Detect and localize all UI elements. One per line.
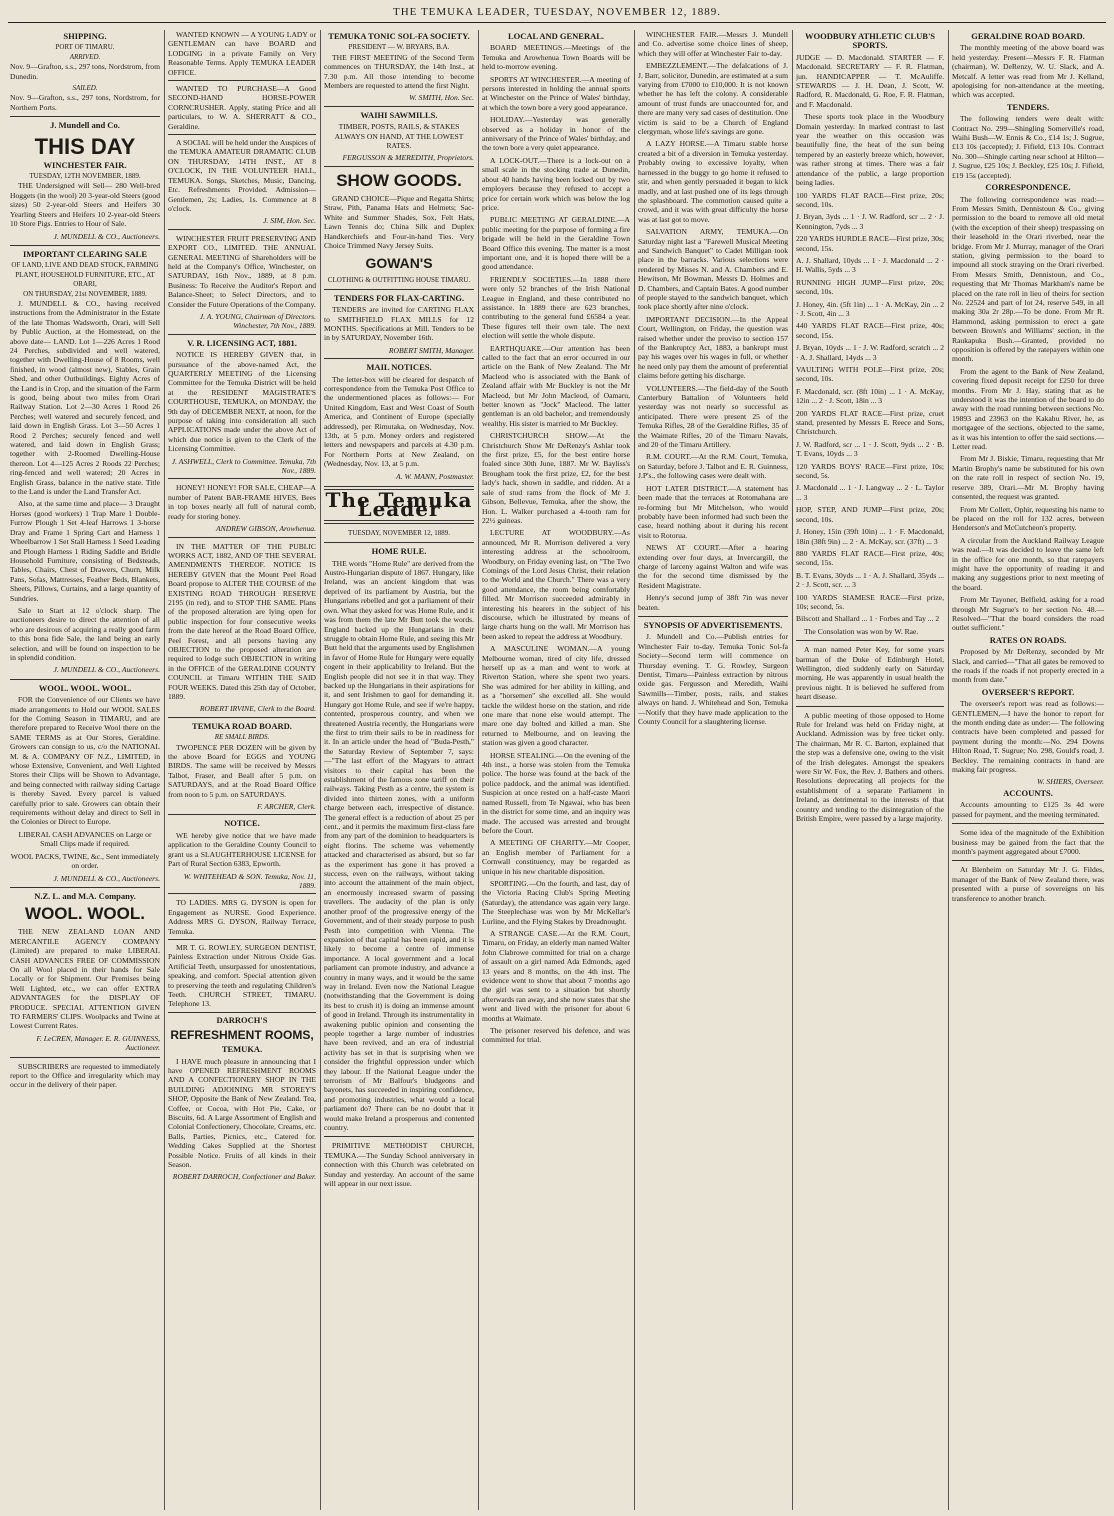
consolation-result: The Consolation was won by W. Rae.: [804, 626, 919, 636]
mail-body: The letter-box will be cleared for despatch of correspondence from the Temuka Post Office to the undermentioned places as follows:— For United Kingdom, East and West Coast of South America, and Continent of Europe (specially addressed), per Rimutaka, on Wednesday, Nov. 13th, at 5 p.m. Money orders and registered letters and newspapers and parcels at 4.30 p.m. For Northern Ports at New Zealand, on (Wednesday, Nov. 13, at 5 p.m.: [324, 374, 474, 469]
sailed-text: Nov. 9—Grafton, s.s., 297 tons, Nordstrom, for Northern Ports.: [10, 93, 160, 112]
waihi-signature: FERGUSSON & MEREDITH, Proprietors.: [324, 153, 474, 166]
sports-intro: These sports took place in the Woodbury Domain yesterday. In marked contrast to last year the weather on this occasion was beautifully fine, the heat of the sun being tempered by an easterly breeze which, however, was rather strong at times. There was a fair attendance of the public, a large proportion being ladies.: [796, 112, 944, 188]
sailed-heading: SAILED.: [72, 84, 98, 93]
synopsis-heading: SYNOPSIS OF ADVERTISEMENTS.: [643, 619, 783, 630]
local-item: A LAZY HORSE.—A Timaru stable horse created a bit of a diversion in Temuka yesterday. Probably owing to excessive loyalty, when harnessed in the buggy to go home it refused to stir, and when gently persuaded it began to kick madly, and at last pushed one of its legs through the splashboard. The commotion caused quite a crowd, and it was with great difficulty the horse was at last got to move.: [638, 139, 788, 224]
column-rule: [634, 30, 635, 1510]
correspondence-body: From Mr Tayoner, Belfield, asking for a road through Mr Sugrue's to her section No. 48.—Resolved—"That the board considers the road outlet sufficient.": [952, 595, 1104, 633]
race-results: J. Bryan, 3yds ... 1 · J. W. Radford, scr ... 2 · J. Kennington, 7yds ... 3: [796, 212, 944, 231]
column-2: [168, 30, 316, 1510]
clearing-close: Sale to Start at 12 o'clock sharp. The auctioneers desire to direct the attention of all who are desirous of acquiring a really good farm to this bona fide Sale, the land being an early selection, and will be found on inspection to be in splendid condition.: [10, 605, 160, 662]
race-heading: 880 YARDS FLAT RACE—First prize, 40s; second, 15s.: [796, 548, 944, 568]
column-rule: [478, 30, 479, 1510]
race-results: F. Macdonald, scr. (8ft 10in) ... 1 · A. McKay, 12in ... 2 · J. Scott, 18in ... 3: [796, 386, 944, 406]
local-item: IMPORTANT DECISION.—In the Appeal Court, Wellington, on Friday, the question was raised whether under the proviso to section 157 of the Bankruptcy Act, 1883, a bankrupt must pay his wages over his wages in full, or whether he need only pay them the amount of preferential claims before getting his discharge.: [638, 314, 788, 381]
local-item: A LOCK-OUT.—There is a lock-out on a small scale in the stocking trade at Dunedin, about 40 hands having been locked out by two employers because they refused to accept a price for certain work which was below the log price.: [482, 155, 630, 212]
road-board-signature: F. ARCHER, Clerk.: [168, 802, 316, 815]
race-heading: 100 YARDS FLAT RACE—First prize, 20s; second, 10s.: [796, 190, 944, 209]
darroch-body: I HAVE much pleasure in announcing that I have OPENED REFRESHMENT ROOMS AND A CONFECTIONERY SHOP IN THE BUILDING ADJOINING MR STOREY'S SHOP, Opposite the Bank of New Zealand. Tea, Coffee, or Cocoa, with Hot Pie, Cake, or Biscuits, 6d. A Large Assortment of English and Colonial Confectionery, Chocolate, Creams, etc. Balls, Parties, Picnics, etc., Catered for. Wedding Cakes Supplied at the Shortest Possible Notice. Fruits of all kinds in their Season.: [168, 1056, 316, 1170]
subscribers-notice: SUBSCRIBERS are requested to immediately report to the Office and irregularity which may occur in the delivery of their paper.: [10, 1061, 160, 1090]
local-item: SPORTS AT WINCHESTER.—A meeting of persons interested in holding the annual sports at Winchester on the Prince of Wales' birthday, at which the town bore a very good appearance.: [482, 74, 630, 112]
local-item: CHRISTCHURCH SHOW.—At the Christchurch Show Mr DeRenzy's Ashlar took the first prize, £5, for the best entire horse foaled since 30th June, 1887. Mr W. Bayliss's Brougham took the first prize, £2, for the best lady's hack, shown in saddle, and ridden. At a sale of stud rams from the flock of Mr J. Gibson, Bellevue, Temuka, after the show, the Hon. L. Walker purchased a 4-tooth ram for 22½ guineas.: [482, 431, 630, 525]
darroch-heading: DARROCH'S: [216, 1014, 268, 1025]
column-3: [324, 30, 474, 1510]
sports-heading: WOODBURY ATHLETIC CLUB'S SPORTS.: [804, 31, 936, 51]
divider: [796, 640, 944, 641]
public-works-notice: IN THE MATTER OF THE PUBLIC WORKS ACT, 1882, AND OF THE SEVERAL AMENDMENTS THEREOF. NOTICE IS HEREBY GIVEN that the Mount Peel Road Board propose to ALTER THE COURSE of the EXISTING ROAD THROUGH RESERVE 2195 (in red), and to STOP THE SAME. Plans of the proposed alteration are lying open for public inspection for four consecutive weeks from the date hereof at the Road Board Office, Peel Forest, and all persons having any OBJECTION to the proposed alteration are required to lodge such OBJECTION in writing in the OFFICE of the GERALDINE COUNTY COUNCIL at Timaru WITHIN THE SAID FOUR WEEKS. Dated this 25th day of October, 1889.: [168, 541, 316, 701]
editorial-heading: HOME RULE.: [371, 546, 427, 557]
mail-heading: MAIL NOTICES.: [366, 362, 432, 373]
nzloan-body: THE NEW ZEALAND LOAN AND MERCANTILE AGENCY COMPANY (Limited) are prepared to make LIBERAL CASH ADVANCES FREE OF COMMISSION On all Wool placed in their hands for Sale Locally or for Shipment. Our Premises being Well Lighted, etc., we can offer EXTRA ADVANTAGES for the DISPLAY OF PRODUCE. SPECIAL ATTENTION GIVEN TO FARMERS' CLIPS. Woolpacks and Twine at Lowest Current Rates.: [10, 927, 160, 1031]
race-heading: 100 YARDS SIAMESE RACE—First prize, 10s; second, 5s.: [796, 592, 944, 611]
clearing-body: J. MUNDELL & CO., having received instructions from the Administrator in the Estate of the late Thomas Wadsworth, Orari, will Sell by Public Auction, at the Homestead, on the above date— LAND. Lot 1—226 Acres 1 Rood 24 Perches, subdivided and well watered, together with Dwelling-House of 8 Rooms, well finished, in wood (almost new), Stables, Grain Shed, and other Outbuildings. Eighty Acres of the Land is in Crop, and the situation of the Farm is good, being about two miles from Orari Railway Station. Lot 2—30 Acres 1 Rood 26 Perches; well watered and securely fenced, and laid down in English Grass. Lot 3—50 Acres 1 Rood 2 Perches; securely fenced and well watered, and laid down in English Grass; together with 2-Roomed Dwelling-House thereon. Lot 4—125 Acres 2 Roods 22 Perches; ring-fenced and well watered; 20 Acres in English Grass, balance in the native state. Title to the Land is under the Land Transfer Act.: [10, 298, 160, 497]
geraldine-board-heading: GERALDINE ROAD BOARD.: [971, 31, 1085, 41]
wool-packs: WOOL PACKS, TWINE, &c., Sent immediately on order.: [10, 851, 160, 871]
solfa-body: THE FIRST MEETING of the Second Term commences on THURSDAY, the 14th Inst., at 7.30 p.m. All those intending to become Members are requested to attend the first Night.: [324, 52, 474, 91]
local-item: EARTHQUAKE.—Our attention has been called to the fact that an error occurred in our article on the Bank of New Zealand. The Mr Macleod who is associated with the Bank of Zealand affair with Mr Buckley is not the Mr Macleod, but Mr John Macleod, of Oamaru, better known as "Jock" Macleod. The latter gentleman is an old bachelor, and tremendously wealthy. His sister is married to Mr Buckley.: [482, 343, 630, 428]
fair-date: TUESDAY, 12TH NOVEMBER, 1889.: [29, 172, 141, 181]
column-7: [952, 30, 1104, 1510]
local-item: HOLIDAY.—Yesterday was generally observed as a holiday in honor of the anniversary of the Prince of Wales' birthday, and the town bore a very quiet appearance.: [482, 115, 630, 153]
arrived-text: Nov. 9—Grafton, s.s., 297 tons, Nordstrom, from Dunedin.: [10, 62, 160, 81]
local-item: NEWS AT COURT.—After a hearing extending over four days, at Invercargill, the charge of larceny against Walton and wife was the for the second time dismissed by the Resident Magistrate.: [638, 543, 788, 590]
nz-company-heading: N.Z. L. and M.A. Company.: [34, 890, 136, 901]
exhibition-note: Some idea of the magnitude of the Exhibition business may be gained from the fact that the month's payment aggregated about £7000.: [952, 828, 1104, 856]
synopsis-body: J. Mundell and Co.—Publish entries for Winchester Fair to-day. Temuka Tonic Sol-fa Society—Second term will commence on Thursday evening. T. G. Rowley, Surgeon Dentist, Timaru—Painless extraction by nitrous oxide gas. Fergusson and Meredith, Waihi Sawmills—Timber, posts, rails, and stakes always on hand. J. Whitehead and Son, Temuka—Notify that they have made application to the County Council for a slaughtering license.: [638, 632, 788, 727]
column-5: [638, 30, 788, 1510]
local-item: The prisoner reserved his defence, and was committed for trial.: [482, 1026, 630, 1045]
arrived-heading: ARRIVED.: [69, 52, 101, 61]
race-heading: 120 YARDS BOYS' RACE—First prize, 10s; second, 5s.: [796, 461, 944, 481]
solfa-heading: TEMUKA TONIC SOL-FA SOCIETY.: [328, 31, 470, 41]
race-heading: 440 YARDS FLAT RACE—First prize, 40s; second, 15s.: [796, 321, 944, 340]
local-item: A STRANGE CASE.—At the R.M. Court, Timaru, on Friday, an elderly man named Walter John Clabrowe committed for trial on a charge of assault on a girl named Ada Edmonds, aged 13 years and 8 months, on the 4th inst. The evidence went to show that about 7 months ago the girl was sent to a situation but shortly afterwards ran away, and she now states that she went and lived with the prisoner for about 6 months at Waimate.: [482, 928, 630, 1023]
race-heading: VAULTING WITH POLE—First prize, 20s; second, 10s.: [796, 365, 944, 384]
race-heading: HOP, STEP, AND JUMP—First prize, 20s; second, 10s.: [796, 505, 944, 524]
column-6: [796, 30, 944, 1510]
local-item: HORSE STEALING.—On the evening of the 4th inst., a horse was stolen from the Temuka police. The horse was found at the back of the police paddock, and the animal was identified. Suspicion at once rested on a half-caste Maori named Russell, from Te Ngawai, who has been in the district for some time, and an inquiry was made. The accused was arrested and brought before the Court.: [482, 750, 630, 835]
works-signature: ROBERT IRVINE, Clerk to the Board.: [168, 704, 316, 717]
small-birds-notice: TWOPENCE PER DOZEN will be given by the above Board for EGGS and YOUNG BIRDS. The same will be received by Messrs Talbot, Fraser, and Beall after 5 p.m. on SATURDAYS, and at the Road Board Office from noon to 5 p.m. on SATURDAYS.: [168, 742, 316, 799]
road-board-heading: TEMUKA ROAD BOARD.: [192, 720, 292, 731]
wanted-board-ad: WANTED KNOWN — A YOUNG LADY or GENTLEMAN can have BOARD and LODGING in a private Family on Very Reasonable Terms. Apply TEMUKA LEADER OFFICE.: [168, 30, 316, 81]
this-day-heading: THIS DAY: [34, 133, 136, 159]
masthead-title: THE TEMUKA LEADER, TUESDAY, NOVEMBER 12, 1889.: [393, 6, 721, 18]
race-results: J. W. Radford, scr ... 1 · J. Scott, 9yds ... 2 · B. T. Evans, 10yds ... 3: [796, 439, 944, 459]
show-goods-body: GRAND CHOICE—Pique and Regatta Shirts; Straw, Pith, Panama Hats and Helmets; Sac-White and Summer Shades, Sox, Felt Hats, Lawn Tennis do; China Silk and Duplex Handkerchiefs and Four-in-hand Ties. Very Choice Trimmed Navy Jersey Suits.: [324, 193, 474, 250]
licensing-notice: NOTICE IS HEREBY GIVEN that, in pursuance of the above-named Act, the QUARTERLY MEETING of the Licensing Committee for the Temuka District will be held at the RESIDENT MAGISTRATE'S COURTHOUSE, TEMUKA, on MONDAY, the 9th day of DECEMBER NEXT, at noon, for the purpose of taking into consideration all such APPLICATIONS made under the above Act of which due notice is given to the Clerk of the Licensing Committee.: [168, 350, 316, 454]
column-rule: [164, 30, 165, 1510]
paper-title: The Temuka Leader: [325, 488, 473, 522]
correspondence-body: The following correspondence was read:— From Messrs Smith, Dennistoun & Co., giving permission to the board to remove all old metal (with the exception of their sheep) trespassing on their leasehold in the Orari riverbed, near the bridge. From Mr J. Murray, manager of the Orari station, giving permission to the board to impound all stock straying on the Orari riverbed. From Messrs Smith, Dennistoun, and Co., requesting that Mr Thomas Markham's name be placed on the rate roll in lieu of theirs for section No. 22524 and part of lot 24, reserve 549, in all making 30a 2r 28p.—To be done. From Mr R. Hammond, asking permission to erect a gate between Brown's and Williams' section, in the Raukapuka Bush.—Granted, provided no opposition is offered by the ratepayers within one month.: [952, 194, 1104, 364]
wool-signature: J. MUNDELL & CO., Auctioneers.: [53, 873, 160, 883]
licensing-signature: J. ASHWELL, Clerk to Committee. Temuka, 7th Nov., 1889.: [168, 457, 316, 480]
local-item: WINCHESTER FAIR.—Messrs J. Mundell and Co. advertise some choice lines of sheep, which they will offer at Winchester Fair to-day.: [638, 30, 788, 58]
column-rule: [948, 30, 949, 1510]
local-item: A MASCULINE WOMAN.—A young Melbourne woman, tired of city life, dressed herself up as a man and went to work at Riverton Station, where she spent two years. She was admired for her ability in killing, and as a "horsemen" she excelled all. She would tackle the wildest horse on the station, and ride one mare that none else would attempt. The mare one day bolted and killed a man. She returned to Melbourne, and on leaving the station was given a good character.: [482, 644, 630, 748]
rates-body: Proposed by Mr DeRenzy, seconded by Mr Slack, and carried—"That all gates be removed to the roads if the roads if not properly erected in a month from date.": [952, 647, 1104, 685]
masthead-rule: [8, 22, 1106, 23]
mail-signature: A. W. MANN, Postmaster.: [396, 471, 474, 481]
divider: [324, 1136, 474, 1137]
local-item: A MEETING OF CHARITY.—Mr Cooper, an English member of Parliament for a Cornwall constituency, may be regarded as unique in his new charitable disposition.: [482, 838, 630, 876]
clearing-heading: IMPORTANT CLEARING SALE: [22, 248, 148, 259]
local-item: HOT LATER DISTRICT.—A statement has been made that the terraces at Rotomahana are re-forming but Mr Mitchelson, who would probably have been informed had such been the case, heard nothing about it during his recent visit to Rotorua.: [638, 483, 788, 540]
accounts-body: Accounts amounting to £125 3s 4d were passed for payment, and the meeting terminated.: [952, 800, 1104, 819]
fruit-company-ad: WINCHESTER FRUIT PRESERVING AND EXPORT CO., LIMITED. THE ANNUAL GENERAL MEETING of Shareholders will be held at the Company's Office, Winchester, on SATURDAY, 16th Nov., 1889, at 8 p.m. Business: To Receive the Auditor's Report and Balance-Sheet; to Select Directors, and to Consider the Future Operations of the Company.: [168, 233, 316, 309]
home-rule-meeting-story: A public meeting of those opposed to Home Rule for Ireland was held on Friday night, at Auckland. Admission was by free ticket only. The chairman, Mr R. C. Barton, explained that the step was a defensive one, owing to the visit of the Irish delegates. Amongst the speakers were Sir W. Fox, the Rev. J. Bathers and others. Resolutions deprecating all projects for the establishment of a separate Parliament in Ireland, as detrimental to the interests of that country and tending to the disintegration of the British Empire, were passed by a large majority.: [796, 710, 944, 824]
solfa-president: PRESIDENT — W. BRYARS, B.A.: [348, 43, 450, 52]
clearing-subheading: OF LAND, LIVE AND DEAD STOCK, FARMING PLANT, HOUSEHOLD FURNITURE, ETC., AT ORARI,: [11, 261, 159, 289]
local-item: R.M. COURT.—At the R.M. Court, Temuka, on Saturday, before J. Talbot and E. R. Guinness, J.P's., the following cases were dealt with.: [638, 452, 788, 481]
refreshment-rooms-heading: REFRESHMENT ROOMS,: [170, 1028, 314, 1043]
key-death-story: A man named Peter Key, for some years barman of the Duke of Edinburgh Hotel, Wellington, died suddenly early on Saturday morning. He was apparently in usual health the previous night. It is believed he suffered from heart disease.: [796, 645, 944, 702]
local-item: EMBEZZLEMENT.—The defalcations of J. J. Barr, solicitor, Dunedin, are estimated at a sum varying from £7000 to £10,000. It is not known whether he has left the colony. A considerable amount of trust funds are unaccounted for, and there are many very sad cases of destitution. One victim is said to be a Church of England clergyman, whose life's savings are gone.: [638, 61, 788, 137]
local-item: LECTURE AT WOODBURY.—As announced, Mr R. Morrison delivered a very interesting address at the schoolroom, Woodbury, on Friday evening last, on "The Two Comings of the Lord Jesus Christ, their relation to the World and the Church." There was a very good attendance, the room being comfortably filled. Mr Morrison succeeded admirably in interesting his hearers in the subject of his discourse, which he illustrated by means of large charts hung on the wall. Mr Morrison has been asked to repeat the address at Woodbury.: [482, 528, 630, 641]
column-4: [482, 30, 630, 1510]
rates-heading: RATES ON ROADS.: [989, 634, 1067, 645]
honey-ad: HONEY! HONEY! FOR SALE, CHEAP—A number of Patent BAR-FRAME HIVES, Bees in top boxes nearly all full of natural comb, ready for storing honey.: [168, 483, 316, 521]
overseer-heading: OVERSEER'S REPORT.: [981, 686, 1075, 697]
paper-date: TUESDAY, NOVEMBER 12, 1889.: [348, 528, 450, 537]
darroch-town: TEMUKA.: [221, 1044, 263, 1055]
show-goods-heading: SHOW GOODS.: [336, 170, 462, 190]
board-intro: The monthly meeting of the above board was held yesterday. Present—Messrs F. R. Flatman (chairman), W. DeRenzy, W. U. Slack, and A. Metcalf. A letter was read from Mr J. Kelland, apologising for non-attendance at the meeting, which was accepted.: [952, 43, 1104, 100]
fair-signature: J. MUNDELL & CO., Auctioneers.: [53, 231, 160, 241]
social-ad: A SOCIAL will be held under the Auspices of the TEMUKA AMATEUR DRAMATIC CLUB ON THURSDAY, 14TH INST., AT 8 O'CLOCK, IN THE VOLUNTEER HALL, TEMUKA. Songs, Sketches, Music, Dancing, Etc. Refreshments Provided. Admission—Gentlemen, 2s; Ladies, 1s. Commence at 8 o'clock.: [168, 138, 316, 213]
darroch-signature: ROBERT DARROCH, Confectioner and Baker.: [172, 1172, 316, 1182]
overseer-signature: W. SHIERS, Overseer.: [1037, 777, 1104, 787]
port-heading: PORT OF TIMARU.: [55, 43, 115, 52]
column-rule: [320, 30, 321, 1510]
tenders-heading: TENDERS.: [1006, 101, 1050, 112]
local-item: SALVATION ARMY, TEMUKA.—On Saturday night last a "Farewell Musical Meeting and Sandwich Banquet" to Cadet Milligan took place in the barracks. Various selections were rendered by Misses N. and A. Chambers and E. Hewitson, Mr Bowman, Messrs D. Holmes and D. Chambers, and Captain Bates. A good number of people stayed to the sandwich banquet, which took place shortly after nine o'clock.: [638, 227, 788, 312]
shipping-heading: SHIPPING.: [63, 31, 107, 41]
race-heading: RUNNING HIGH JUMP—First prize, 20s; second, 10s.: [796, 277, 944, 297]
flax-heading: TENDERS FOR FLAX-CARTING.: [333, 292, 465, 303]
wool-wool-heading: WOOL. WOOL.: [25, 904, 145, 924]
notice-heading: NOTICE.: [224, 818, 260, 829]
slaughterhouse-notice: WE hereby give notice that we have made application to the Geraldine County Council to grant us a SLAUGHTERHOUSE LICENSE for Part of Rural Section 6383, Epworth.: [168, 830, 316, 869]
wool-heading: WOOL. WOOL. WOOL.: [38, 682, 132, 693]
nzloan-signature: F. LeCREN, Manager. E. R. GUINNESS, Auctioneer.: [36, 1033, 160, 1053]
social-signature: J. SIM, Hon. Sec.: [168, 216, 316, 229]
firm-name: J. Mundell and Co.: [50, 120, 120, 131]
correspondence-body: A circular from the Auckland Railway League was read.—It was decided to leave the same left in the office for one month, so that ratepayers might have the opportunity of reading it and making any suggestions prior to next meeting of the board.: [952, 535, 1104, 592]
gowan-subheading: CLOTHING & OUTFITTING HOUSE TIMARU.: [324, 276, 474, 289]
fair-body: THE Undersigned will Sell— 280 Well-bred Hoggets (in the wool) 20 3-year-old Steers (good sizes) 50 2-year-old Steers and Heifers 30 Yearling Steers and Heifers 10 2-year-old Steers 10 Store Pigs. Entries to Hour of Sale.: [10, 181, 160, 229]
gowan-heading: GOWAN'S: [365, 255, 433, 272]
dentist-ad: MR T. G. ROWLEY, SURGEON DENTIST, Painless Extraction under Nitrous Oxide Gas. Artificial Teeth, unsurpassed for unostentatious, speaking, and comfort. Special attention given to preserving the teeth and regulating Children's Teeth. CHURCH STREET, TIMARU. Telephone 13.: [168, 943, 316, 1013]
local-item: SPORTING.—On the fourth, and last, day of the Victoria Racing Club's Spring Meeting (Saturday), the attendance was again very large. The Steeplechase was won by Mr McKellar's Lurline, and the Flying Stakes by Dreadnought.: [482, 878, 630, 926]
correspondence-heading: CORRESPONDENCE.: [985, 182, 1071, 193]
divider: [952, 823, 1104, 824]
local-item: PUBLIC MEETING AT GERALDINE.—A public meeting for the purpose of forming a fire brigade will be held in the Geraldine Town Board Office this evening. The matter is a most important one, and it is hoped there will be a good attendance.: [482, 215, 630, 272]
column-rule: [792, 30, 793, 1510]
clearing-stock: Also, at the same time and place— 3 Draught Horses (good workers) 1 Trap Mare 1 Double-Furrow Plough 1 Set 4-leaf Harrows 1 3-horse Dray and Frame 1 Spring Cart and Harness 1 Wheelbarrow 1 Set Stall Harness 1 Seed Leading and Plough Harness 1 Riding Saddle and Bridle Household Furniture, consisting of Bedsteads, Tables, Chairs, Chest of Drawers, Churn, Milk Pans, Sofas, Mattresses, Feather Beds, Blankets, Sheets, Pillows, Curtains, and a large quantity of Sundries.: [10, 499, 160, 603]
divider: [10, 679, 160, 680]
local-item: VOLUNTEERS.—The field-day of the South Canterbury Battalion of Volunteers held yesterday was not nearly so successful as anticipated. There were present 25 of the Temuka Rifles, 28 of the Geraldine Rifles, 35 of the Waimate Rifles, 20 of the Timaru Navals, and 20 of the Timaru Artillery.: [638, 383, 788, 450]
clearing-signature: J. MUNDELL & CO., Auctioneers.: [53, 665, 160, 675]
waihi-body: TIMBER, POSTS, RAILS, & STAKES ALWAYS ON HAND, AT THE LOWEST RATES.: [334, 122, 464, 151]
divider: [10, 245, 160, 246]
race-results: J. Bryan, 10yds ... 1 · J. W. Radford, scratch ... 2 · A. J. Shallard, 14yds ... 3: [796, 343, 944, 362]
tenders-body: The following tenders were dealt with: Contract No. 299—Shingling Somerville's road, Waihi Bush—W. Ennis & Co., £14 1s; J. Sugrue, £13 10s (accepted); J. Fifield, £13 10s. Contract No. 300—Shingle carting near school at Hilton—J. Sugrue, £25 10s; J. Beckley, £25 10s; J. Fifield, £19 15s (accepted).: [952, 114, 1104, 180]
divider: [638, 616, 788, 617]
race-results: J. Honey, 15in (39ft 10in) ... 1 · F. Macdonald, 18in (38ft 9in) ... 2 · A. McKay, scr. (37ft) ... 3: [796, 527, 944, 546]
methodist-note: PRIMITIVE METHODIST CHURCH, TEMUKA.—The Sunday School anniversary in connection with this Church was celebrated on Sunday and yesterday. An account of the same will appear in our next issue.: [324, 1141, 474, 1189]
sports-officials: JUDGE — D. Macdonald. STARTER — F. Macdonald. SECRETARY — F. R. Flatman, jun. HANDICAPPER — T. McAuliffe. STEWARDS — J. H. Dean, J. Scott, W. Radford, R. Macdonald, G. Roe, F. R. Flatman, and F. Macdonald.: [796, 52, 944, 109]
solfa-signature: W. SMITH, Hon. Sec.: [324, 93, 474, 106]
divider: [324, 542, 474, 543]
local-item: BOARD MEETINGS.—Meetings of the Temuka and Arowhenua Town Boards will be held to-morrow evening.: [482, 43, 630, 72]
column-1: [10, 30, 160, 1510]
race-results: Bilscott and Shallard ... 1 · Forbes and Tay ... 2: [796, 614, 940, 624]
fruit-signature: J. A. YOUNG, Chairman of Directors. Winchester, 7th Nov., 1889.: [168, 312, 316, 335]
race-results: A. J. Shallard, 10yds ... 1 · J. Macdonald ... 2 · H. Wallis, 5yds ... 3: [796, 255, 944, 275]
editorial-body: THE words "Home Rule" are derived from the Austro-Hungarian dispute of 1867. Hungary, like Ireland, was an ancient kingdom that was deprived of its parliament by Austria, but the Hungarians rebelled and got a parliament of their own. What they asked for was Home Rule, and it was from them the late Mr Butt took the words. England backed up the Hungarians in their struggle to obtain Home Rule, and seeing this Mr Butt held that the arguments used by Englishmen in favor of Home Rule for Hungary were equally cogent in their applicability to Ireland. But the English people did not see it in that way. They backed up the Hungarians in their aspirations for it, and sent Irishmen to gaol for demanding it. Hungary got Home Rule, and see if we're happy, contented, prosperous country, and when we threatened Austria recently, the Hungarians were the first to trim their sails to be in readiness for it. In an article under the head of "Buda-Pesth," the Saturday Review of September 7, says:—"The last effort of the Magyars to attract visitors to their capital has been the establishment of the famous zone tariff on their railways. Taking Pesth as a centre, the system is divided into thirteen zones, with a uniform charge between each, irrespective of distance. The general effect is a reduction of about 25 per cent., and it permits the maximum first-class fare from any part of the dominion to headquarters is eight florins. The scheme was vehemently attacked and characterised as absurd, but so far as the experiment has gone it has proved a success, even on the railways, without taking into account the attainment of the main object, an enormously increased swarm of passing travellers. The audacity of the plan is only another proof of the progressive energy of the Government, and of their steady purpose to push Pesth into competition with Vienna. The expansion of that capital has been rapid, and it is likely to become a centre of immense importance. A local government and a local parliament can promote industry, and advance a country in many ways, and it would be the same way in Ireland. Even now the National League (notwithstanding that the Government is doing its best to crush it) is doing an immense amount of good in Ireland. Through its instrumentality in awakening public opinion and consenting the people together a large number of industries have been revived, and an era of industrial activity has set in that is surprising when we consider the frightful oppression under which they labour. If the National League under the terrorism of Mr Balfour's bludgeons and bayonets, has succeeded in inspiring confidence, and promoting industries, what would a local parliament do? There can be no doubt that it would make Ireland a prosperous and contented country.: [324, 558, 474, 1133]
divider: [10, 887, 160, 888]
race-heading: 220 YARDS HURDLE RACE—First prize, 30s; second, 15s.: [796, 234, 944, 253]
wool-body: FOR the Convenience of our Clients we have made arrangements to Hold our WOOL SALES for the Coming Season in TIMARU, and are therefore prepared to Receive Wool there on the SAME TERMS as at Our Stores, Geraldine. Growers can consign to us, c/o the NATIONAL M. & A. COMPANY OF N.Z., LIMITED, in whose Extensive, Convenient, and Well Lighted Stores their Clips will be Shown to Advantage, and being connected with railway siding Cartage is thereby Saved. Every parcel is valued carefully prior to sale. Growers can obtain their requirements without delay and direct to Sell in the Colonies or Direct to Europe.: [10, 695, 160, 827]
correspondence-body: From Mr J. Biskie, Timaru, requesting that Mr Martin Brophy's name be substituted for his own on the rate roll in respect of section No. 19, reserve 389, Orari.—Mr M. Brophy having consented, the request was granted.: [952, 454, 1104, 502]
accounts-heading: ACCOUNTS.: [1003, 787, 1053, 798]
correspondence-body: From the agent to the Bank of New Zealand, covering fixed deposit receipt for £250 for three months. From Mr J. Hay, stating that as he understood it was the intention of the board to do away with the road running between sections No. 19893 and 23963 on the Kakahu River, he, as mortgagee of the sections, objected to the same, as it was his intention to offer the said sections.—Letter read.: [952, 366, 1104, 452]
licensing-heading: V. R. LICENSING ACT, 1881.: [187, 337, 297, 348]
race-results: B. T. Evans, 30yds ... 1 · A. J. Shallard, 35yds ... 2 · J. Scott, scr. ... 3: [796, 570, 944, 590]
wanted-corncrusher-ad: WANTED TO PURCHASE—A Good SECOND-HAND HORSE-POWER CORNCRUSHER. Apply, stating Price and all particulars, to W. A. SHERRATT & CO., Geraldine.: [168, 84, 316, 135]
local-general-heading: LOCAL AND GENERAL.: [507, 31, 605, 41]
correspondence-body: From Mr Collett, Ophir, requesting his name to be placed on the roll for 132 acres, between Henderson's and McCutcheon's property.: [952, 504, 1104, 533]
flax-body: TENDERS are invited for CARTING FLAX to SMITHFIELD FLAX MILLS for 12 MONTHS. Specifications at Mill. Tenders to be in by SATURDAY, November 16th.: [324, 305, 474, 343]
race-results: J. Honey, 4in. (5ft 1in) ... 1 · A. McKay, 2in ... 2 · J. Scott, 4in ... 3: [796, 299, 944, 318]
divider: [796, 706, 944, 707]
wool-advances: LIBERAL CASH ADVANCES on Large or Small Clips made if required.: [18, 829, 152, 849]
nurse-ad: TO LADIES. MRS G. DYSON is open for Engagement as NURSE. Good Experience. Address MRS G. DYSON, Railway Terrace, Temuka.: [168, 898, 316, 940]
blenheim-note: At Blenheim on Saturday Mr J. G. Fildes, manager of the Bank of New Zealand there, was presented with a purse of sovereigns on his transference to another branch.: [952, 865, 1104, 903]
clearing-date: ON THURSDAY, 21st NOVEMBER, 1889.: [23, 289, 147, 298]
slaughterhouse-signature: W. WHITEHEAD & SON. Temuka, Nov. 11, 1889.: [168, 872, 316, 895]
divider: [10, 116, 160, 117]
divider: [10, 1057, 160, 1058]
overseer-body: The overseer's report was read as follows:— GENTLEMEN,—I have the honor to report for the month ending date as under:— The following contracts have been completed and passed for payment during the month:—No. 294 Downs Hilton Road, T. Sugrue; No. 298, Gould's road, J. Beckley. The remaining contracts in hand are making fair progress.: [952, 699, 1104, 775]
flax-signature: ROBERT SMITH, Manager.: [324, 346, 474, 359]
divider: [952, 860, 1104, 861]
local-item: FRIENDLY SOCIETIES.—In 1888 there were only 52 branches of the Irish National League in England, and these contributed no assistance. In 1889 there are 623 branches, contributing to the general fund £6584 a year. These figures tell their own tale. The next election will settle the whole dispute.: [482, 274, 630, 341]
honey-signature: ANDREW GIBSON, Arowhenua.: [168, 524, 316, 537]
race-results: J. Macdonald ... 1 · J. Langway ... 2 · L. Taylor ... 3: [796, 483, 944, 502]
small-birds-subheading: RE SMALL BIRDS.: [214, 733, 270, 742]
race-heading: 200 YARDS FLAT RACE—First prize, cruet stand, presented by Messrs E. Reece and Sons, Christchurch.: [796, 408, 944, 437]
waihi-heading: WAIHI SAWMILLS.: [360, 109, 438, 120]
fair-heading: WINCHESTER FAIR.: [43, 159, 127, 170]
local-item: Henry's second jump of 38ft 7in was never beaten.: [638, 593, 788, 612]
